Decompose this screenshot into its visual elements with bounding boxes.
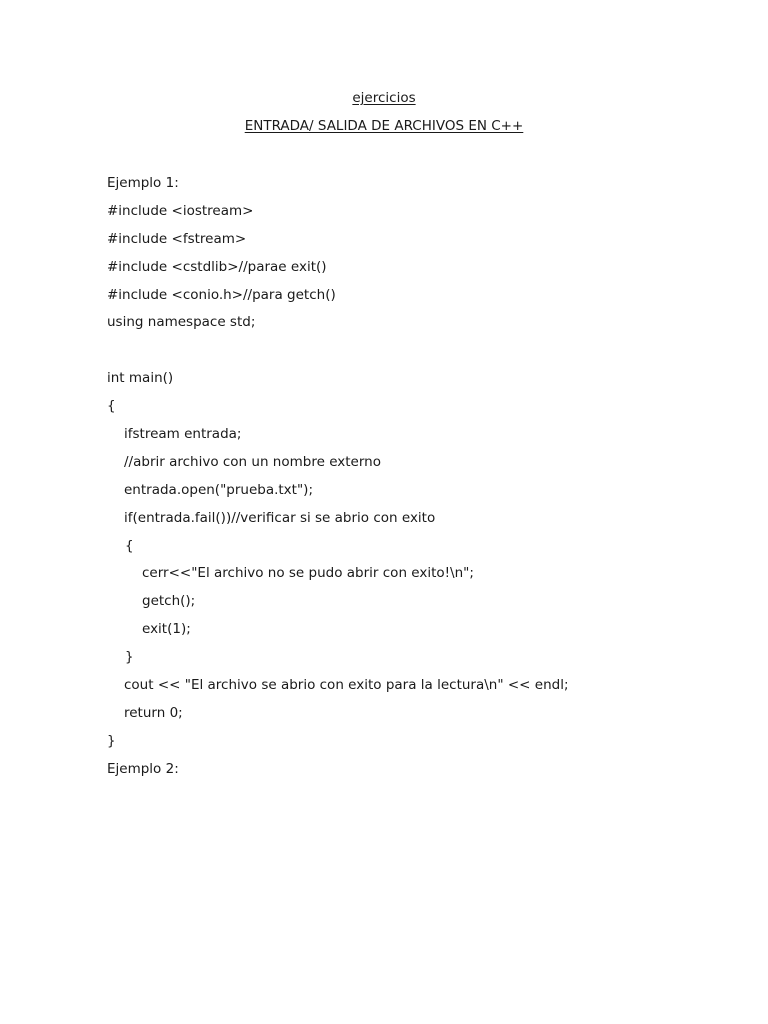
code-line: exit(1);	[142, 621, 191, 638]
code-line: #include <fstream>	[107, 230, 247, 247]
code-line: #include <iostream>	[107, 202, 254, 219]
code-line: {	[107, 398, 116, 415]
document-subtitle: ENTRADA/ SALIDA DE ARCHIVOS EN C++	[244, 118, 524, 134]
code-line: cerr<<"El archivo no se pudo abrir con exito!\n";	[142, 565, 474, 582]
document-title: ejercicios	[352, 90, 416, 106]
example-heading: Ejemplo 2:	[107, 760, 179, 777]
code-line: entrada.open("prueba.txt");	[124, 481, 313, 498]
code-line: cout << "El archivo se abrio con exito para la lectura\n" << endl;	[124, 677, 569, 694]
code-line: using namespace std;	[107, 314, 256, 331]
code-listing	[107, 174, 747, 788]
code-line: {	[125, 537, 134, 554]
code-line: if(entrada.fail())//verificar si se abrio con exito	[124, 509, 436, 526]
code-line: //abrir archivo con un nombre externo	[124, 453, 381, 470]
code-line: }	[125, 649, 134, 666]
code-line: #include <cstdlib>//parae exit()	[107, 258, 327, 275]
code-line: getch();	[142, 593, 196, 610]
code-line: #include <conio.h>//para getch()	[107, 286, 336, 303]
code-line: }	[107, 732, 116, 749]
example-heading: Ejemplo 1:	[107, 175, 179, 191]
blank-line	[107, 341, 747, 369]
code-line: ifstream entrada;	[124, 426, 242, 443]
code-line: return 0;	[124, 704, 183, 721]
code-line: int main()	[107, 370, 174, 387]
